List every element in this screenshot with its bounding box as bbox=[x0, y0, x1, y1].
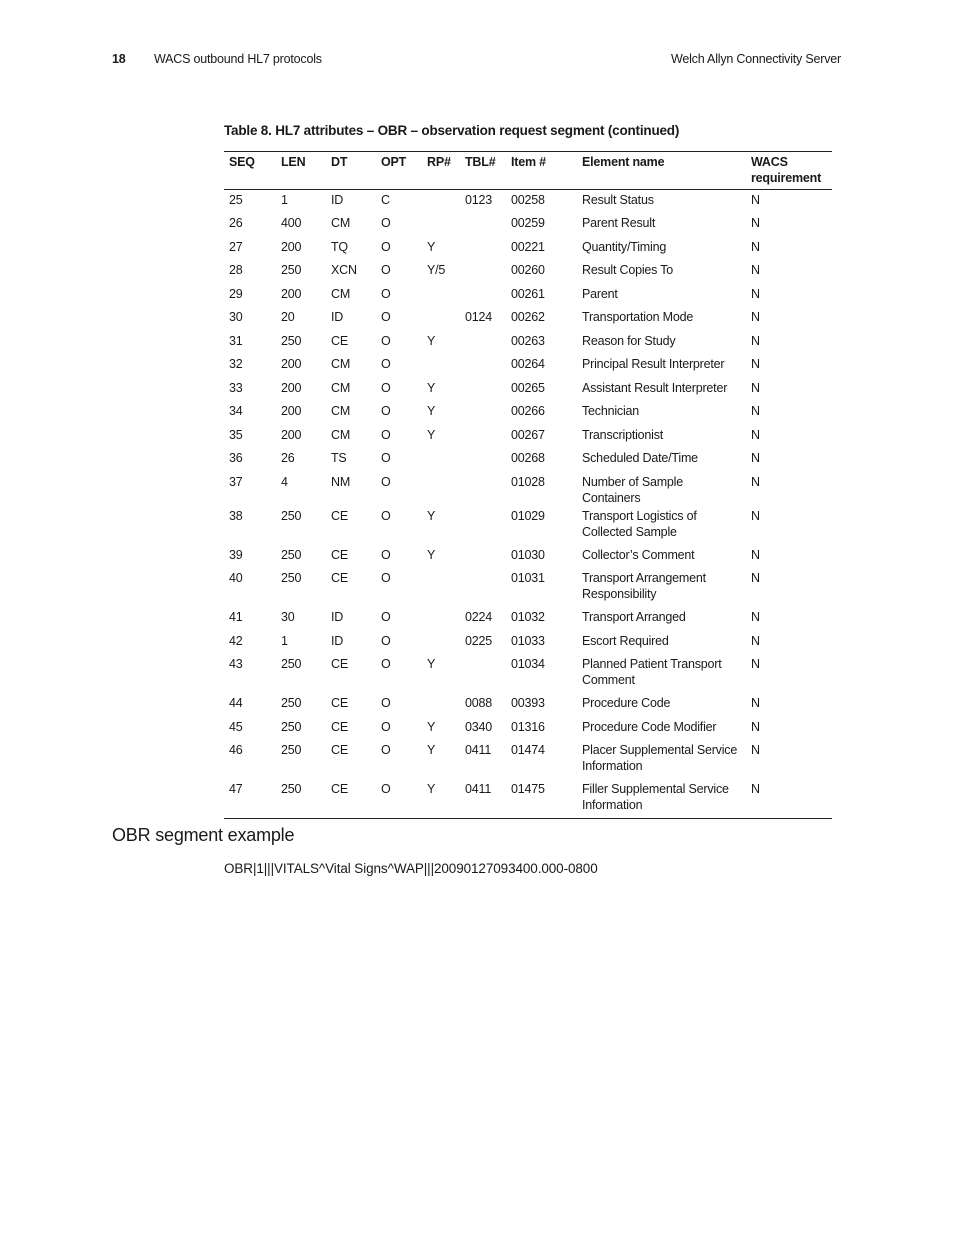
wacs-requirement-cell: N bbox=[751, 696, 760, 710]
item-cell: 00267 bbox=[511, 427, 545, 442]
seq-cell: 46 bbox=[229, 743, 243, 757]
dt-cell: CE bbox=[326, 779, 376, 819]
dt-cell: TS bbox=[331, 451, 347, 465]
item-cell: 00268 bbox=[511, 451, 545, 465]
element-name-cell: Placer Supplemental Service Information bbox=[582, 743, 738, 773]
table-body bbox=[224, 190, 832, 819]
seq-cell: 42 bbox=[229, 633, 243, 648]
wacs-requirement-cell: N bbox=[751, 286, 760, 301]
seq-cell: 34 bbox=[229, 404, 243, 418]
opt-cell: O bbox=[381, 610, 391, 624]
len-cell: 1 bbox=[281, 633, 288, 648]
element-name-cell: Collector’s Comment bbox=[582, 547, 695, 562]
opt-cell: O bbox=[381, 286, 391, 301]
element-name-cell: Result Status bbox=[582, 193, 654, 207]
wacs-requirement-cell: N bbox=[751, 633, 760, 648]
rp-cell: Y bbox=[427, 719, 436, 734]
table-row bbox=[224, 631, 832, 655]
rp-cell: Y bbox=[427, 508, 436, 523]
seq-cell: 36 bbox=[229, 451, 243, 465]
dt-cell: CE bbox=[331, 547, 348, 562]
column-header-wacs-requirement: WACS requirement bbox=[746, 152, 832, 190]
wacs-requirement-cell: N bbox=[751, 310, 760, 324]
rp-cell: Y bbox=[427, 239, 436, 254]
item-cell: 00258 bbox=[511, 193, 545, 207]
table-row bbox=[224, 354, 832, 378]
item-cell: 00221 bbox=[511, 239, 545, 254]
wacs-requirement-cell: N bbox=[751, 216, 760, 230]
column-header-rp: RP# bbox=[422, 152, 460, 190]
running-header-section: WACS outbound HL7 protocols bbox=[154, 52, 322, 66]
wacs-requirement-cell: N bbox=[751, 357, 760, 371]
seq-cell: 37 bbox=[229, 474, 243, 489]
opt-cell: O bbox=[381, 404, 391, 418]
wacs-requirement-cell: N bbox=[751, 719, 760, 734]
item-cell: 00393 bbox=[511, 696, 545, 710]
dt-cell: XCN bbox=[331, 263, 357, 277]
len-cell: 400 bbox=[281, 216, 302, 230]
opt-cell: O bbox=[381, 571, 391, 585]
rp-cell bbox=[422, 190, 460, 214]
tbl-cell: 0088 bbox=[465, 696, 493, 710]
column-header-opt: OPT bbox=[376, 152, 422, 190]
wacs-requirement-cell: N bbox=[751, 547, 760, 562]
opt-cell: O bbox=[381, 216, 391, 230]
table-row bbox=[224, 213, 832, 237]
opt-cell: O bbox=[381, 474, 391, 489]
len-cell: 200 bbox=[281, 357, 302, 371]
element-name-cell: Procedure Code bbox=[582, 696, 671, 710]
seq-cell: 47 bbox=[224, 779, 276, 819]
wacs-requirement-cell: N bbox=[751, 743, 760, 757]
len-cell: 26 bbox=[281, 451, 295, 465]
item-cell: 01034 bbox=[511, 657, 545, 671]
item-cell: 01031 bbox=[511, 571, 545, 585]
rp-cell bbox=[422, 472, 460, 506]
rp-cell: Y bbox=[427, 547, 436, 562]
len-cell: 250 bbox=[281, 743, 302, 757]
table-row bbox=[224, 654, 832, 693]
seq-cell: 31 bbox=[229, 333, 243, 348]
opt-cell: O bbox=[381, 633, 391, 648]
tbl-cell bbox=[460, 378, 506, 402]
element-name-cell: Parent bbox=[582, 286, 618, 301]
item-cell: 01029 bbox=[511, 508, 545, 523]
len-cell: 200 bbox=[281, 239, 302, 254]
rp-cell bbox=[422, 631, 460, 655]
opt-cell: O bbox=[381, 451, 391, 465]
wacs-requirement-cell: N bbox=[751, 610, 760, 624]
wacs-requirement-cell: N bbox=[751, 404, 760, 418]
element-name-cell: Assistant Result Interpreter bbox=[582, 380, 728, 395]
element-name-cell: Procedure Code Modifier bbox=[582, 719, 717, 734]
table-row bbox=[224, 693, 832, 717]
seq-cell: 33 bbox=[229, 380, 243, 395]
rp-cell: Y bbox=[427, 404, 436, 418]
table-header-row bbox=[224, 152, 832, 190]
column-header-dt: DT bbox=[326, 152, 376, 190]
column-header-len: LEN bbox=[276, 152, 326, 190]
opt-cell: C bbox=[381, 193, 390, 207]
len-cell: 250 bbox=[281, 547, 302, 562]
wacs-requirement-cell: N bbox=[751, 427, 760, 442]
dt-cell: CE bbox=[331, 696, 348, 710]
opt-cell: O bbox=[381, 508, 391, 523]
seq-cell: 43 bbox=[229, 657, 243, 671]
tbl-cell: 0224 bbox=[465, 610, 493, 624]
running-header-product: Welch Allyn Connectivity Server bbox=[670, 52, 841, 66]
seq-cell: 29 bbox=[229, 286, 243, 301]
len-cell: 20 bbox=[281, 310, 295, 324]
len-cell: 200 bbox=[281, 427, 302, 442]
rp-cell bbox=[422, 307, 460, 331]
item-cell: 00266 bbox=[511, 404, 545, 418]
table-row bbox=[224, 307, 832, 331]
item-cell: 01316 bbox=[511, 719, 545, 734]
tbl-cell bbox=[460, 213, 506, 237]
wacs-requirement-cell: N bbox=[751, 380, 760, 395]
rp-cell bbox=[422, 213, 460, 237]
element-name-cell: Result Copies To bbox=[582, 263, 674, 277]
seq-cell: 41 bbox=[229, 610, 243, 624]
seq-cell: 32 bbox=[229, 357, 243, 371]
table-row bbox=[224, 237, 832, 261]
element-name-cell: Quantity/Timing bbox=[582, 239, 667, 254]
item-cell: 01475 bbox=[506, 779, 577, 819]
dt-cell: CE bbox=[331, 719, 348, 734]
item-cell: 01030 bbox=[511, 547, 545, 562]
element-name-cell: Transcriptionist bbox=[582, 427, 664, 442]
wacs-requirement-cell: N bbox=[751, 657, 760, 671]
table-row bbox=[224, 545, 832, 569]
opt-cell: O bbox=[381, 333, 391, 348]
item-cell: 01474 bbox=[511, 743, 545, 757]
dt-cell: CE bbox=[331, 571, 348, 585]
table-row bbox=[224, 425, 832, 449]
dt-cell: CE bbox=[331, 508, 348, 523]
element-name-cell: Principal Result Interpreter bbox=[582, 357, 725, 371]
dt-cell: CM bbox=[331, 357, 351, 371]
item-cell: 00264 bbox=[511, 357, 545, 371]
item-cell: 00263 bbox=[511, 333, 545, 348]
element-name-cell: Scheduled Date/Time bbox=[582, 451, 698, 465]
table-row bbox=[224, 401, 832, 425]
seq-cell: 40 bbox=[229, 571, 243, 585]
rp-cell: Y bbox=[422, 779, 460, 819]
tbl-cell bbox=[460, 284, 506, 308]
rp-cell bbox=[422, 607, 460, 631]
opt-cell: O bbox=[381, 310, 391, 324]
item-cell: 00265 bbox=[511, 380, 545, 395]
dt-cell: CE bbox=[331, 657, 348, 671]
len-cell: 200 bbox=[281, 404, 302, 418]
table-row bbox=[224, 260, 832, 284]
element-name-cell: Planned Patient Transport Comment bbox=[582, 657, 722, 687]
column-header-tbl: TBL# bbox=[460, 152, 506, 190]
column-header-seq: SEQ bbox=[224, 152, 276, 190]
dt-cell: CM bbox=[331, 404, 351, 418]
opt-cell: O bbox=[381, 719, 391, 734]
tbl-cell bbox=[460, 472, 506, 506]
len-cell: 200 bbox=[281, 380, 302, 395]
rp-cell: Y bbox=[427, 380, 436, 395]
dt-cell: ID bbox=[331, 610, 344, 624]
item-cell: 00262 bbox=[511, 310, 545, 324]
seq-cell: 38 bbox=[229, 508, 243, 523]
tbl-cell: 0411 bbox=[465, 743, 492, 757]
rp-cell: Y bbox=[427, 657, 436, 671]
dt-cell: ID bbox=[331, 310, 344, 324]
rp-cell: Y bbox=[427, 333, 436, 348]
rp-cell: Y/5 bbox=[427, 263, 446, 277]
tbl-cell: 0123 bbox=[465, 193, 493, 207]
dt-cell: CM bbox=[331, 427, 351, 442]
section-heading: OBR segment example bbox=[112, 825, 295, 845]
opt-cell: O bbox=[381, 743, 391, 757]
wacs-requirement-cell: N bbox=[751, 571, 760, 585]
element-name-cell: Filler Supplemental Service Information bbox=[577, 779, 746, 819]
dt-cell: CM bbox=[331, 380, 351, 395]
tbl-cell: 0225 bbox=[465, 633, 493, 648]
seq-cell: 27 bbox=[229, 239, 243, 254]
tbl-cell bbox=[460, 425, 506, 449]
item-cell: 01033 bbox=[511, 633, 545, 648]
opt-cell: O bbox=[381, 547, 391, 562]
wacs-requirement-cell: N bbox=[751, 239, 760, 254]
table-row bbox=[224, 506, 832, 545]
tbl-cell: 0411 bbox=[460, 779, 506, 819]
table-row bbox=[224, 448, 832, 472]
rp-cell: Y bbox=[427, 427, 436, 442]
tbl-cell bbox=[460, 237, 506, 261]
opt-cell: O bbox=[381, 263, 391, 277]
len-cell: 250 bbox=[276, 779, 326, 819]
dt-cell: ID bbox=[331, 633, 344, 648]
table-row bbox=[224, 779, 832, 819]
table-row bbox=[224, 190, 832, 214]
item-cell: 00261 bbox=[511, 286, 545, 301]
len-cell: 1 bbox=[281, 193, 288, 207]
table-row bbox=[224, 284, 832, 308]
len-cell: 250 bbox=[281, 263, 302, 277]
item-cell: 00260 bbox=[511, 263, 545, 277]
element-name-cell: Transport Arrangement Responsibility bbox=[582, 571, 706, 601]
tbl-cell bbox=[460, 331, 506, 355]
element-name-cell: Transport Logistics of Collected Sample bbox=[582, 508, 697, 539]
tbl-cell bbox=[460, 260, 506, 284]
opt-cell: O bbox=[376, 779, 422, 819]
tbl-cell bbox=[460, 401, 506, 425]
element-name-cell: Number of Sample Containers bbox=[582, 474, 684, 505]
opt-cell: O bbox=[381, 380, 391, 395]
wacs-requirement-cell: N bbox=[751, 451, 760, 465]
len-cell: 250 bbox=[281, 508, 302, 523]
len-cell: 250 bbox=[281, 696, 302, 710]
tbl-cell bbox=[460, 506, 506, 545]
element-name-cell: Transport Arranged bbox=[582, 610, 686, 624]
opt-cell: O bbox=[381, 357, 391, 371]
element-name-cell: Escort Required bbox=[582, 633, 669, 648]
tbl-cell: 0124 bbox=[465, 310, 493, 324]
seq-cell: 28 bbox=[229, 263, 243, 277]
rp-cell bbox=[422, 354, 460, 378]
wacs-requirement-cell: N bbox=[751, 193, 760, 207]
obr-example-text: OBR|1|||VITALS^Vital Signs^WAP|||20090127093400.000-0800 bbox=[224, 861, 598, 876]
len-cell: 250 bbox=[281, 657, 302, 671]
column-header-element-name: Element name bbox=[577, 152, 746, 190]
dt-cell: TQ bbox=[331, 239, 348, 254]
seq-cell: 44 bbox=[229, 696, 243, 710]
len-cell: 200 bbox=[281, 286, 302, 301]
element-name-cell: Reason for Study bbox=[582, 333, 676, 348]
seq-cell: 25 bbox=[229, 193, 243, 207]
table-row bbox=[224, 717, 832, 741]
seq-cell: 39 bbox=[229, 547, 243, 562]
dt-cell: CM bbox=[331, 286, 351, 301]
len-cell: 250 bbox=[281, 333, 302, 348]
opt-cell: O bbox=[381, 657, 391, 671]
dt-cell: CE bbox=[331, 333, 348, 348]
opt-cell: O bbox=[381, 696, 391, 710]
tbl-cell bbox=[460, 545, 506, 569]
page-number: 18 bbox=[112, 52, 126, 66]
len-cell: 250 bbox=[281, 571, 302, 585]
table-row bbox=[224, 740, 832, 779]
wacs-requirement-cell: N bbox=[751, 508, 760, 523]
dt-cell: CM bbox=[331, 216, 351, 230]
rp-cell bbox=[422, 284, 460, 308]
opt-cell: O bbox=[381, 427, 391, 442]
table-row bbox=[224, 568, 832, 607]
wacs-requirement-cell: N bbox=[751, 263, 760, 277]
len-cell: 250 bbox=[281, 719, 302, 734]
column-header-item: Item # bbox=[506, 152, 577, 190]
opt-cell: O bbox=[381, 239, 391, 254]
seq-cell: 35 bbox=[229, 427, 243, 442]
element-name-cell: Transportation Mode bbox=[582, 310, 694, 324]
tbl-cell bbox=[460, 354, 506, 378]
table-row bbox=[224, 607, 832, 631]
len-cell: 30 bbox=[281, 610, 295, 624]
tbl-cell bbox=[460, 448, 506, 472]
wacs-requirement-cell: N bbox=[751, 474, 760, 489]
element-name-cell: Parent Result bbox=[582, 216, 656, 230]
item-cell: 01032 bbox=[511, 610, 545, 624]
element-name-cell: Technician bbox=[582, 404, 640, 418]
wacs-requirement-cell: N bbox=[746, 779, 832, 819]
rp-cell bbox=[422, 448, 460, 472]
table-row bbox=[224, 331, 832, 355]
item-cell: 00259 bbox=[511, 216, 545, 230]
seq-cell: 45 bbox=[229, 719, 243, 734]
rp-cell bbox=[422, 568, 460, 607]
table-row bbox=[224, 378, 832, 402]
dt-cell: CE bbox=[331, 743, 348, 757]
item-cell: 01028 bbox=[511, 474, 545, 489]
hl7-attributes-table bbox=[224, 151, 832, 819]
table-row bbox=[224, 472, 832, 506]
table-caption: Table 8. HL7 attributes – OBR – observation request segment (continued) bbox=[224, 123, 680, 138]
len-cell: 4 bbox=[281, 474, 288, 489]
tbl-cell bbox=[460, 654, 506, 693]
dt-cell: NM bbox=[331, 474, 351, 489]
wacs-requirement-cell: N bbox=[751, 333, 760, 348]
rp-cell bbox=[422, 693, 460, 717]
dt-cell: ID bbox=[331, 193, 344, 207]
tbl-cell: 0340 bbox=[465, 719, 493, 734]
rp-cell: Y bbox=[427, 743, 436, 757]
seq-cell: 26 bbox=[229, 216, 243, 230]
seq-cell: 30 bbox=[229, 310, 243, 324]
tbl-cell bbox=[460, 568, 506, 607]
